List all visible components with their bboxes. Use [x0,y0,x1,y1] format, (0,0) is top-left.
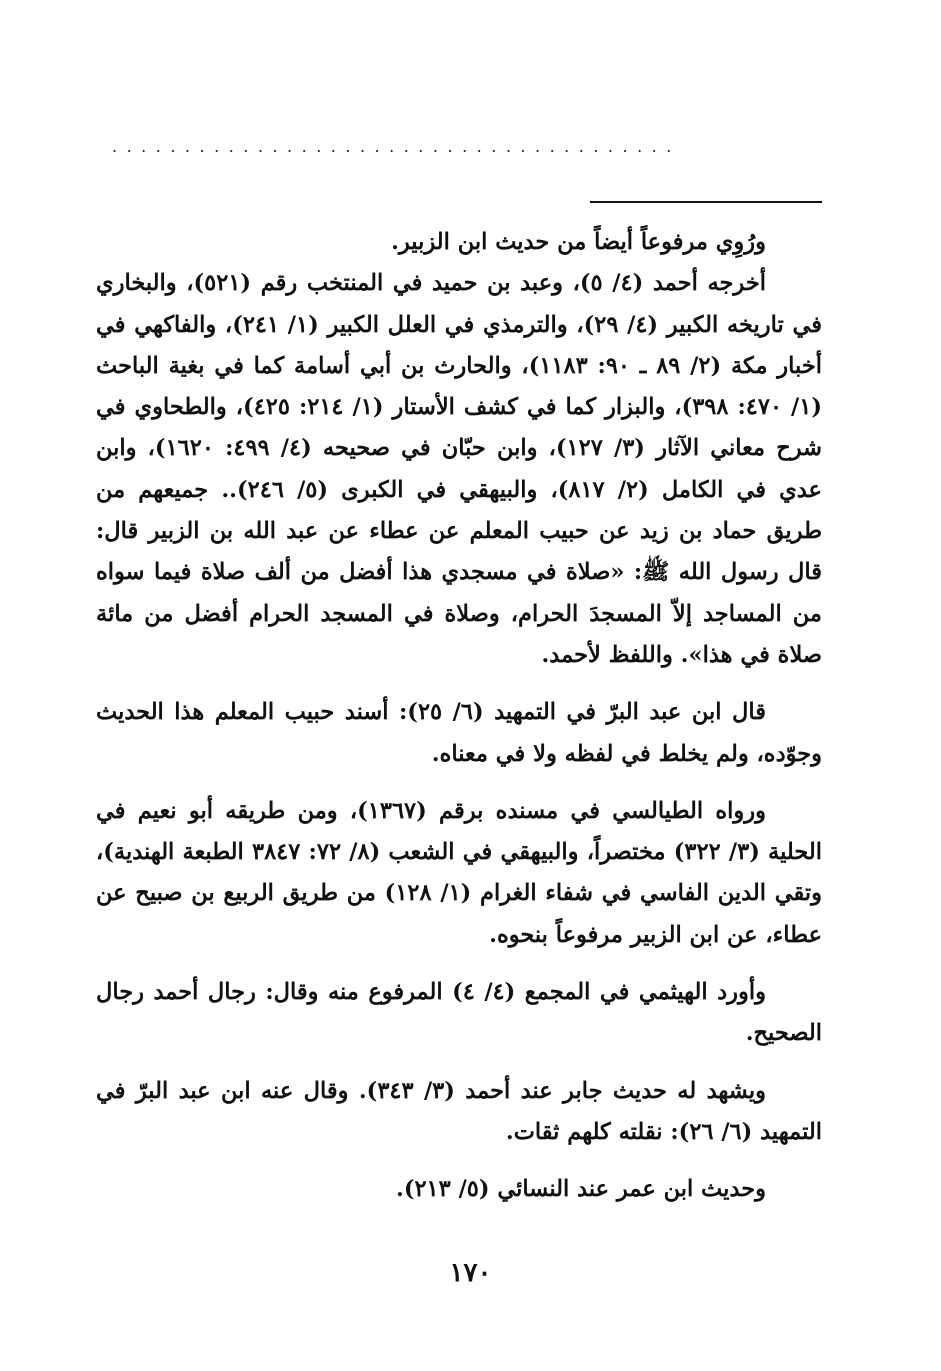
paragraph-7: وحديث ابن عمر عند النسائي (٥/ ٢١٣). [395,1176,766,1203]
page-number: ١٧٠ [449,1258,492,1288]
paragraph-3: قال ابن عبد البرّ في التمهيد (٦/ ٢٥): أسند حبيب المعلم هذا الحديث وجوّده، ولم يخلط في لفظه ولا في معناه. [96,699,822,767]
paragraph-5: وأورد الهيثمي في المجمع (٤/ ٤) المرفوع منه وقال: رجال أحمد رجال الصحيح. [96,979,822,1047]
paragraph-1: ورُوِي مرفوعاً أيضاً من حديث ابن الزبير. [391,229,766,255]
footnote-body [96,222,822,1211]
footnote-rule [590,201,822,203]
paragraph-4: ورواه الطيالسي في مسنده برقم (١٣٦٧)، ومن طريقه أبو نعيم في الحلية (٣/ ٣٢٢) مختصراً، والبيهقي في الشعب (٨/ ٧٢: ٣٨٤٧ الطبعة الهندية)، وتقي الدين الفاسي في شفاء الغرام (١/ ١٢٨) من طريق الربيع بن صبيح عن عطاء، عن ابن الزبير مرفوعاً بنحوه. [96,797,823,948]
paragraph-6: ويشهد له حديث جابر عند أحمد (٣/ ٣٤٣). وقال عنه ابن عبد البرّ في التمهيد (٦/ ٢٦): نقلته كلهم ثقات. [96,1077,822,1145]
dotted-separator: ....................................... [112,138,681,156]
paragraph-2: أخرجه أحمد (٤/ ٥)، وعبد بن حميد في المنتخب رقم (٥٢١)، والبخاري في تاريخه الكبير (٤/ ٢٩)، والترمذي في العلل الكبير (١/ ٢٤١)، والفاكهي في أخبار مكة (٢/ ٨٩ ـ ٩٠: ١١٨٣)، والحارث بن أبي أسامة كما في بغية الباحث (١/ ٤٧٠: ٣٩٨)، والبزار كما في كشف الأستار (١/ ٢١٤: ٤٢٥)، والطحاوي في شرح معاني الآثار (٣/ ١٢٧)، وابن حبّان في صحيحه (٤/ ٤٩٩: ١٦٢٠)، وابن عدي في الكامل (٢/ ٨١٧)، والبيهقي في الكبرى (٥/ ٢٤٦).. جميعهم من طريق حماد بن زيد عن حبيب المعلم عن عطاء عن عبد الله بن الزبير قال: قال رسول الله ﷺ: «صلاة في مسجدي هذا أفضل من ألف صلاة فيما سواه من المساجد إلاّ المسجدَ الحرام، وصلاة في المسجد الحرام أفضل من مائة صلاة في هذا». واللفظ لأحمد. [96,270,823,668]
